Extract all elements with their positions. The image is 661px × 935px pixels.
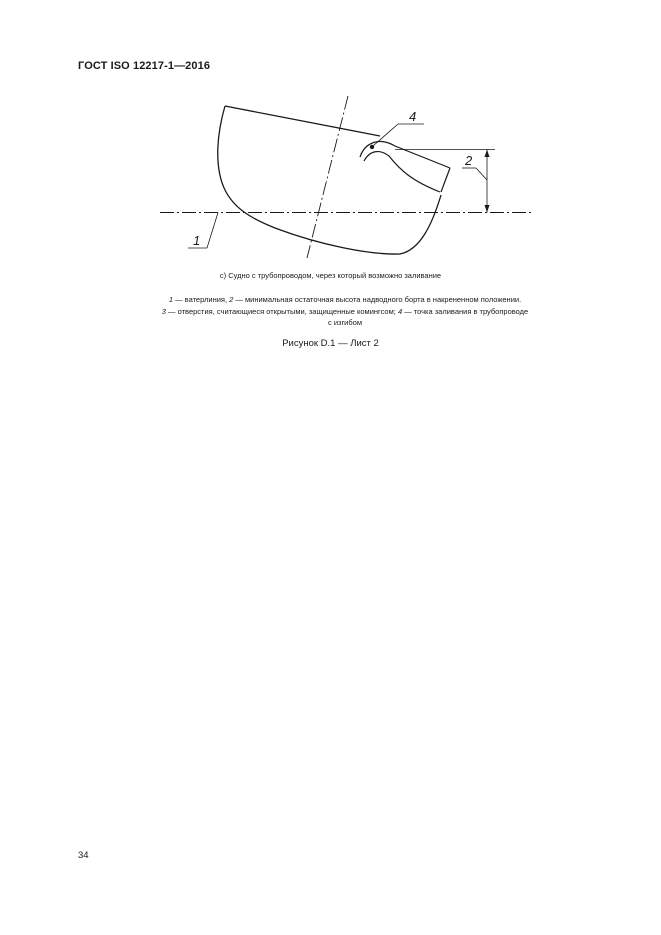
- document-header: ГОСТ ISO 12217-1—2016: [78, 60, 211, 72]
- label-2: 2: [465, 153, 473, 168]
- pipe-end: [441, 168, 450, 192]
- legend-num-4: 4: [397, 306, 403, 316]
- dimension-arrow-bottom: [485, 205, 490, 213]
- legend-text-4: — точка заливания в трубопроводе: [402, 306, 529, 316]
- page-number: 34: [78, 850, 89, 861]
- ship-diagram: [0, 0, 661, 300]
- leader-1: [207, 213, 218, 249]
- legend-text-1: — ватерлиния,: [173, 295, 230, 304]
- leader-2: [476, 168, 487, 180]
- legend-line-3: с изгибом: [327, 318, 362, 327]
- legend-num-3: 3: [161, 306, 166, 316]
- label-1: 1: [193, 233, 201, 248]
- figure-subcaption: c) Судно с трубопроводом, через который возможно заливание: [219, 271, 442, 280]
- legend-num-2: 2: [229, 295, 234, 304]
- ship-centerline: [307, 96, 348, 258]
- legend-text-2: — минимальная остаточная высота надводного борта в накрененном положении.: [233, 295, 522, 304]
- legend-num-1: 1: [168, 295, 173, 304]
- figure-title: Рисунок D.1 — Лист 2: [282, 338, 379, 349]
- figure-legend: [120, 294, 570, 329]
- dimension-arrow-top: [485, 150, 490, 158]
- pipe-inner: [364, 152, 440, 192]
- legend-line-1: [120, 294, 570, 306]
- hull-outline: [218, 106, 441, 254]
- legend-line-2: [120, 306, 570, 318]
- legend-text-3: — отверстия, считающиеся открытыми, защищенные комингсом;: [165, 306, 398, 316]
- label-4: 4: [409, 109, 417, 124]
